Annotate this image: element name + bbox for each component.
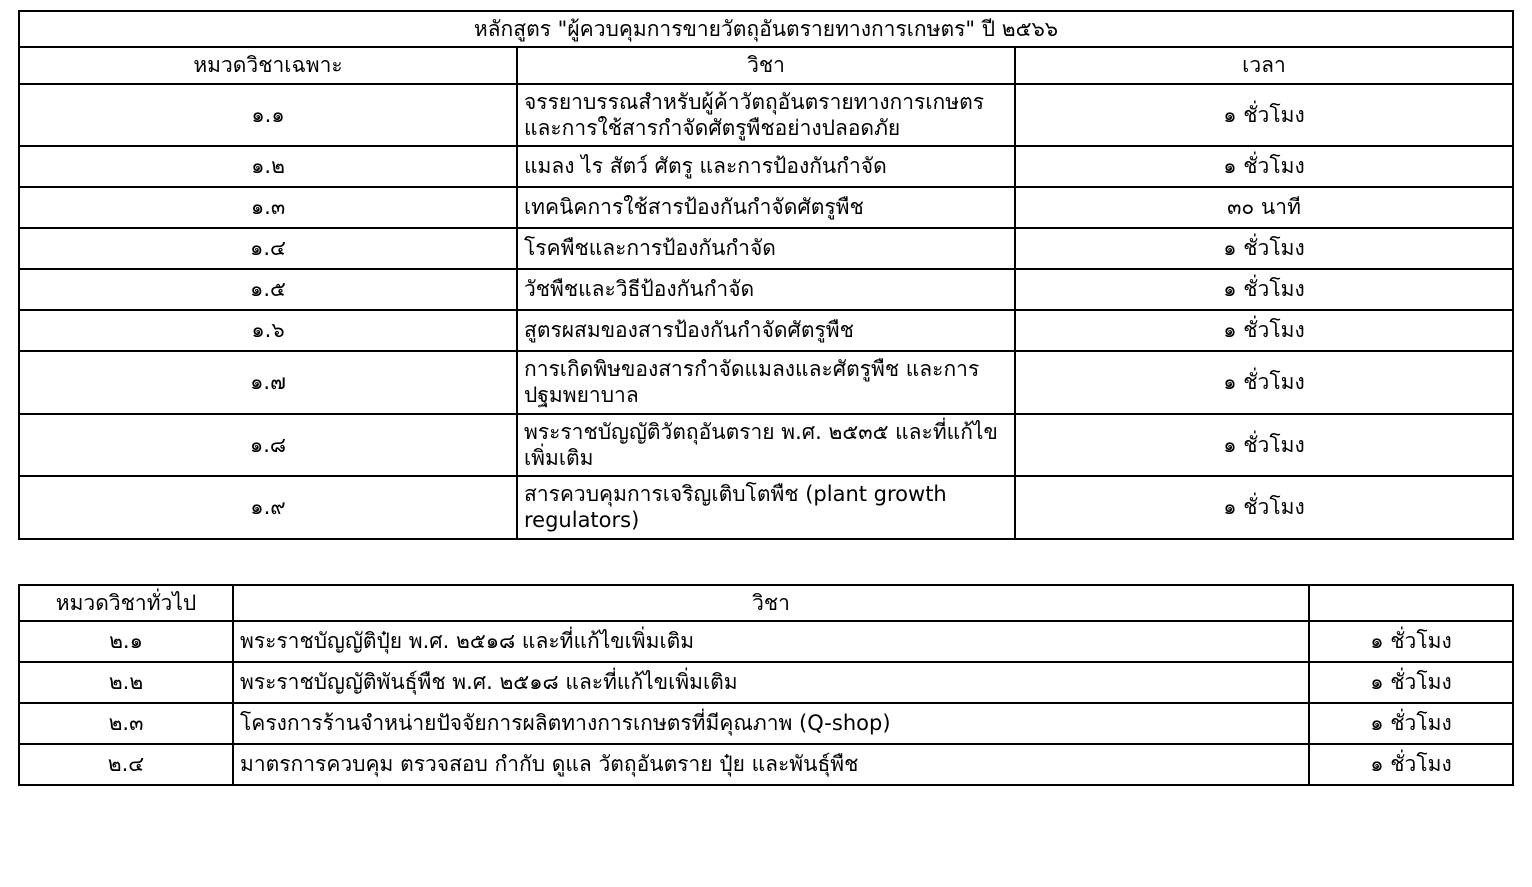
row-time: ๑ ชั่วโมง — [1015, 351, 1513, 414]
table-spacer — [18, 540, 1514, 584]
row-subject: พระราชบัญญัติวัตถุอันตราย พ.ศ. ๒๕๓๕ และที่แก้ไขเพิ่มเติม — [517, 414, 1015, 477]
specific-subjects-table — [18, 10, 1514, 540]
row-time: ๓๐ นาที — [1015, 187, 1513, 228]
row-code: ๑.๘ — [19, 414, 517, 477]
row-subject: สูตรผสมของสารป้องกันกำจัดศัตรูพืช — [517, 310, 1015, 351]
row-subject: พระราชบัญญัติพันธุ์พืช พ.ศ. ๒๕๑๘ และที่แก้ไขเพิ่มเติม — [233, 662, 1309, 703]
row-time: ๑ ชั่วโมง — [1015, 414, 1513, 477]
header-category-specific: หมวดวิชาเฉพาะ — [19, 47, 517, 83]
table-row — [19, 310, 1513, 351]
row-code: ๑.๓ — [19, 187, 517, 228]
table-header-row — [19, 47, 1513, 83]
table-row — [19, 351, 1513, 414]
row-time: ๑ ชั่วโมง — [1309, 621, 1513, 662]
row-subject: มาตรการควบคุม ตรวจสอบ กำกับ ดูแล วัตถุอันตราย ปุ๋ย และพันธุ์พืช — [233, 744, 1309, 785]
row-time: ๑ ชั่วโมง — [1015, 84, 1513, 147]
table-row — [19, 476, 1513, 539]
table-row — [19, 744, 1513, 785]
row-code: ๑.๖ — [19, 310, 517, 351]
header-time: เวลา — [1015, 47, 1513, 83]
table-row — [19, 228, 1513, 269]
row-code: ๒.๔ — [19, 744, 233, 785]
general-subjects-table — [18, 584, 1514, 786]
row-time: ๑ ชั่วโมง — [1309, 703, 1513, 744]
row-subject: วัชพืชและวิธีป้องกันกำจัด — [517, 269, 1015, 310]
row-code: ๒.๒ — [19, 662, 233, 703]
row-subject: โครงการร้านจำหน่ายปัจจัยการผลิตทางการเกษตรที่มีคุณภาพ (Q-shop) — [233, 703, 1309, 744]
header-category-general: หมวดวิชาทั่วไป — [19, 585, 233, 621]
row-subject: การเกิดพิษของสารกำจัดแมลงและศัตรูพืช และการปฐมพยาบาล — [517, 351, 1015, 414]
table-row — [19, 621, 1513, 662]
table-row — [19, 414, 1513, 477]
row-code: ๑.๑ — [19, 84, 517, 147]
row-time: ๑ ชั่วโมง — [1015, 269, 1513, 310]
table-row — [19, 146, 1513, 187]
row-subject: สารควบคุมการเจริญเติบโตพืช (plant growth regulators) — [517, 476, 1015, 539]
row-time: ๑ ชั่วโมง — [1015, 310, 1513, 351]
row-code: ๒.๓ — [19, 703, 233, 744]
row-code: ๑.๙ — [19, 476, 517, 539]
table-row — [19, 662, 1513, 703]
table-row — [19, 187, 1513, 228]
header-subject: วิชา — [233, 585, 1309, 621]
header-subject: วิชา — [517, 47, 1015, 83]
row-time: ๑ ชั่วโมง — [1309, 662, 1513, 703]
general-subjects-body — [19, 585, 1513, 785]
row-code: ๒.๑ — [19, 621, 233, 662]
specific-subjects-body — [19, 11, 1513, 539]
row-subject: โรคพืชและการป้องกันกำจัด — [517, 228, 1015, 269]
row-time: ๑ ชั่วโมง — [1015, 476, 1513, 539]
page-title: หลักสูตร "ผู้ควบคุมการขายวัตถุอันตรายทางการเกษตร" ปี ๒๕๖๖ — [19, 11, 1513, 47]
row-subject: เทคนิคการใช้สารป้องกันกำจัดศัตรูพืช — [517, 187, 1015, 228]
row-subject: แมลง ไร สัตว์ ศัตรู และการป้องกันกำจัด — [517, 146, 1015, 187]
row-time: ๑ ชั่วโมง — [1309, 744, 1513, 785]
table-row — [19, 269, 1513, 310]
document-title-row — [19, 11, 1513, 47]
row-subject: พระราชบัญญัติปุ๋ย พ.ศ. ๒๕๑๘ และที่แก้ไขเพิ่มเติม — [233, 621, 1309, 662]
table-row — [19, 84, 1513, 147]
row-time: ๑ ชั่วโมง — [1015, 228, 1513, 269]
table-header-row — [19, 585, 1513, 621]
header-time-blank — [1309, 585, 1513, 621]
table-row — [19, 703, 1513, 744]
row-code: ๑.๒ — [19, 146, 517, 187]
row-subject: จรรยาบรรณสำหรับผู้ค้าวัตถุอันตรายทางการเกษตรและการใช้สารกำจัดศัตรูพืชอย่างปลอดภัย — [517, 84, 1015, 147]
row-code: ๑.๔ — [19, 228, 517, 269]
row-code: ๑.๕ — [19, 269, 517, 310]
row-code: ๑.๗ — [19, 351, 517, 414]
row-time: ๑ ชั่วโมง — [1015, 146, 1513, 187]
